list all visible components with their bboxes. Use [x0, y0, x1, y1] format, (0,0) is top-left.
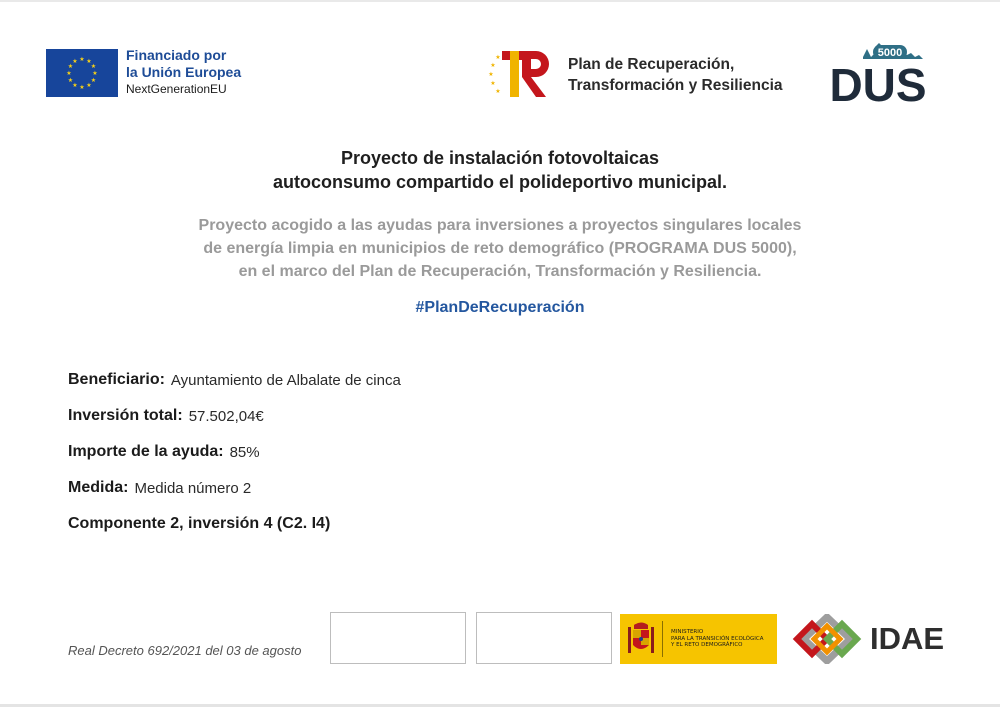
detail-label: Beneficiario: — [68, 371, 165, 388]
program-description — [0, 214, 1000, 283]
spain-coat-of-arms-icon — [626, 619, 656, 659]
svg-text:★: ★ — [67, 62, 74, 70]
project-details — [68, 362, 401, 542]
subtitle-line-1: Proyecto acogido a las ayudas para inversiones a proyectos singulares locales — [198, 217, 802, 234]
svg-text:★: ★ — [79, 55, 85, 63]
idae-mark-icon — [790, 614, 864, 664]
detail-row-beneficiary — [68, 362, 401, 398]
svg-text:★: ★ — [66, 69, 72, 77]
eu-stars-icon — [46, 49, 118, 97]
dus-5000-logo — [823, 33, 933, 105]
dus-text: DUS — [829, 59, 927, 105]
project-title — [0, 146, 1000, 194]
ministry-line-3: Y EL RETO DEMOGRÁFICO — [671, 642, 743, 649]
svg-text:★: ★ — [86, 57, 92, 65]
eu-line-3: NextGenerationEU — [126, 82, 227, 96]
detail-row-measure — [68, 470, 401, 506]
eu-funding-logo — [46, 47, 241, 98]
detail-label: Inversión total: — [68, 407, 183, 424]
dus-badge-text: 5000 — [877, 47, 903, 59]
ministry-name — [671, 629, 763, 649]
ministry-line-2: PARA LA TRANSICIÓN ECOLÓGICA — [671, 635, 764, 642]
subtitle-line-3: en el marco del Plan de Recuperación, Transformación y Resiliencia. — [238, 263, 762, 280]
svg-text:★: ★ — [495, 88, 501, 95]
title-line-1: Proyecto de instalación fotovoltaicas — [340, 148, 660, 168]
detail-label: Componente 2, inversión 4 (C2. I4) — [68, 515, 331, 532]
svg-text:★: ★ — [490, 80, 496, 87]
svg-text:★: ★ — [90, 62, 97, 70]
title-line-2: autoconsumo compartido el polideportivo municipal. — [272, 172, 728, 192]
svg-text:★: ★ — [86, 81, 92, 89]
svg-text:★: ★ — [90, 76, 97, 84]
eu-line-1: Financiado por — [126, 47, 227, 63]
tr-logo-icon — [488, 47, 556, 103]
eu-funding-text — [126, 47, 241, 98]
royal-decree-text: Real Decreto 692/2021 del 03 de agosto — [68, 643, 302, 658]
idae-text: IDAE — [870, 621, 945, 656]
svg-text:★: ★ — [488, 71, 494, 78]
recovery-plan-logo — [488, 47, 783, 103]
eu-flag-icon — [46, 49, 118, 97]
svg-text:★: ★ — [92, 69, 98, 77]
svg-text:★: ★ — [495, 54, 501, 61]
empty-logo-box-1 — [330, 612, 466, 664]
svg-text:★: ★ — [67, 76, 74, 84]
plan-line-1: Plan de Recuperación, — [568, 56, 735, 73]
ministry-line-1: MINISTERIO — [671, 629, 704, 636]
detail-value: 57.502,04€ — [188, 407, 264, 425]
svg-text:★: ★ — [72, 57, 78, 65]
idae-logo — [790, 614, 944, 664]
detail-row-total-investment — [68, 398, 401, 434]
detail-row-aid-amount — [68, 434, 401, 470]
detail-row-component — [68, 506, 401, 542]
svg-text:★: ★ — [79, 83, 85, 91]
detail-label: Importe de la ayuda: — [68, 443, 224, 460]
recovery-plan-text — [568, 54, 783, 96]
detail-label: Medida: — [68, 479, 129, 496]
subtitle-line-2: de energía limpia en municipios de reto demográfico (PROGRAMA DUS 5000), — [203, 240, 797, 257]
detail-value: Medida número 2 — [134, 479, 252, 497]
hashtag: #PlanDeRecuperación — [415, 299, 585, 316]
ministry-divider — [662, 621, 663, 657]
ministry-logo — [620, 614, 777, 664]
svg-text:★: ★ — [72, 81, 78, 89]
svg-text:★: ★ — [490, 62, 496, 69]
scan-top-edge — [0, 0, 1000, 2]
eu-line-2: la Unión Europea — [126, 64, 242, 80]
empty-logo-box-2 — [476, 612, 612, 664]
detail-value: 85% — [229, 443, 260, 461]
plan-line-2: Transformación y Resiliencia — [568, 77, 783, 94]
detail-value: Ayuntamiento de Albalate de cinca — [170, 371, 401, 389]
